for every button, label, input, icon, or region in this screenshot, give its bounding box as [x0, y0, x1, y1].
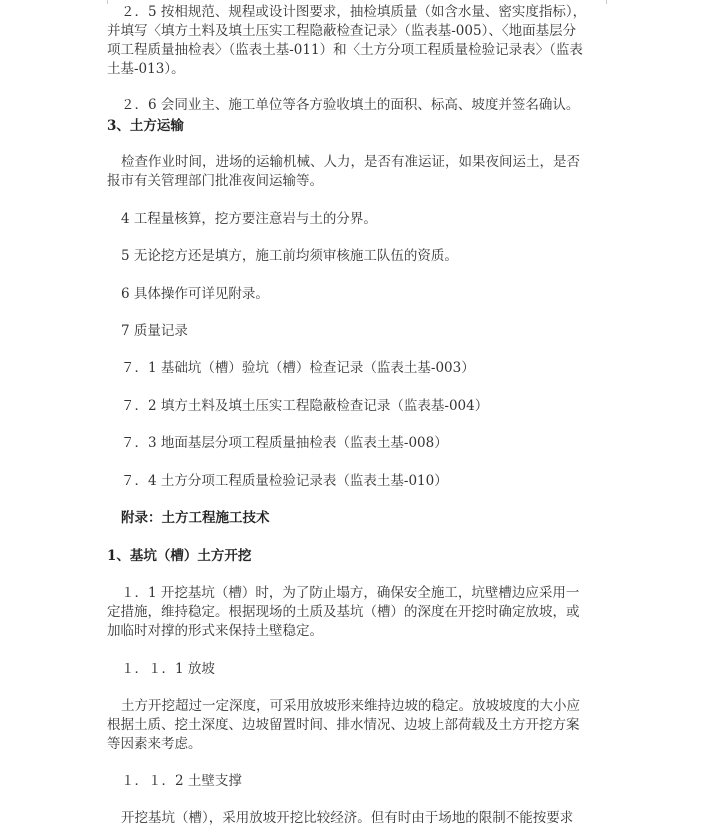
paragraph-1-1-1: １．１．1 放坡	[121, 661, 215, 677]
text-line: １．1 开挖基坑（槽）时，为了防止塌方，确保安全施工，坑壁槽边应采用一	[121, 585, 580, 601]
text-line: 检查作业时间，进场的运输机械、人力，是否有准运证，如果夜间运土，是否	[121, 154, 580, 170]
paragraph-7-2: ７．2 填方土料及填土压实工程隐蔽检查记录（监表基-004）	[121, 398, 489, 414]
text-line: 项工程质量抽检表〉（监表土基-011）和〈土方分项工程质量检验记录表〉（监表	[107, 42, 583, 58]
paragraph-transport	[107, 153, 607, 191]
paragraph-7-3: ７．3 地面基层分项工程质量抽检表（监表土基-008）	[121, 435, 448, 451]
text-line: 等因素来考虑。	[107, 736, 202, 752]
text-line: 土基-013）。	[107, 61, 185, 77]
text-line: 加临时对撑的形式来保持土壁稳定。	[107, 623, 323, 639]
paragraph-7-4: ７．4 土方分项工程质量检验记录表（监表土基-010）	[121, 473, 448, 489]
section-heading-1: 1、基坑（槽）土方开挖	[107, 548, 252, 564]
text-line: 报市有关管理部门批准夜间运输等。	[107, 173, 323, 189]
paragraph-4: 4 工程量核算，挖方要注意岩与土的分界。	[121, 211, 377, 227]
paragraph-slope	[107, 697, 607, 754]
appendix-heading: 附录：土方工程施工技术	[121, 510, 270, 526]
paragraph-5: 5 无论挖方还是填方，施工前均须审核施工队伍的资质。	[121, 248, 458, 264]
paragraph-6: 6 具体操作可详见附录。	[121, 286, 269, 302]
text-line: 并填写〈填方土料及填土压实工程隐蔽检查记录〉（监表基-005）、〈地面基层分	[107, 23, 577, 39]
paragraph-7-1: ７．1 基础坑（槽）验坑（槽）检查记录（监表土基-003）	[121, 360, 475, 376]
paragraph-1-1-2: １．１．2 土壁支撑	[121, 773, 242, 789]
text-line: 定措施，维持稳定。根据现场的土质及基坑（槽）的深度在开挖时确定放坡，或	[107, 604, 580, 620]
paragraph-support	[107, 809, 607, 828]
text-line: 开挖基坑（槽），采用放坡开挖比较经济。但有时由于场地的限制不能按要求	[121, 810, 574, 826]
paragraph-7: 7 质量记录	[121, 323, 188, 339]
paragraph-1-1	[107, 584, 607, 641]
document-page	[107, 0, 607, 824]
paragraph-2-6: ２．6 会同业主、施工单位等各方验收填土的面积、标高、坡度并签名确认。	[121, 97, 580, 113]
text-line: 土方开挖超过一定深度，可采用放坡形来维持边坡的稳定。放坡坡度的大小应	[121, 698, 580, 714]
paragraph-2-5	[107, 3, 607, 79]
text-line: ２．5 按相规范、规程或设计图要求，抽检填质量（如含水量、密实度指标），	[121, 4, 587, 20]
text-line: 根据土质、挖土深度、边坡留置时间、排水情况、边坡上部荷载及土方开挖方案	[107, 717, 580, 733]
section-heading-3: 3、土方运输	[107, 118, 184, 134]
